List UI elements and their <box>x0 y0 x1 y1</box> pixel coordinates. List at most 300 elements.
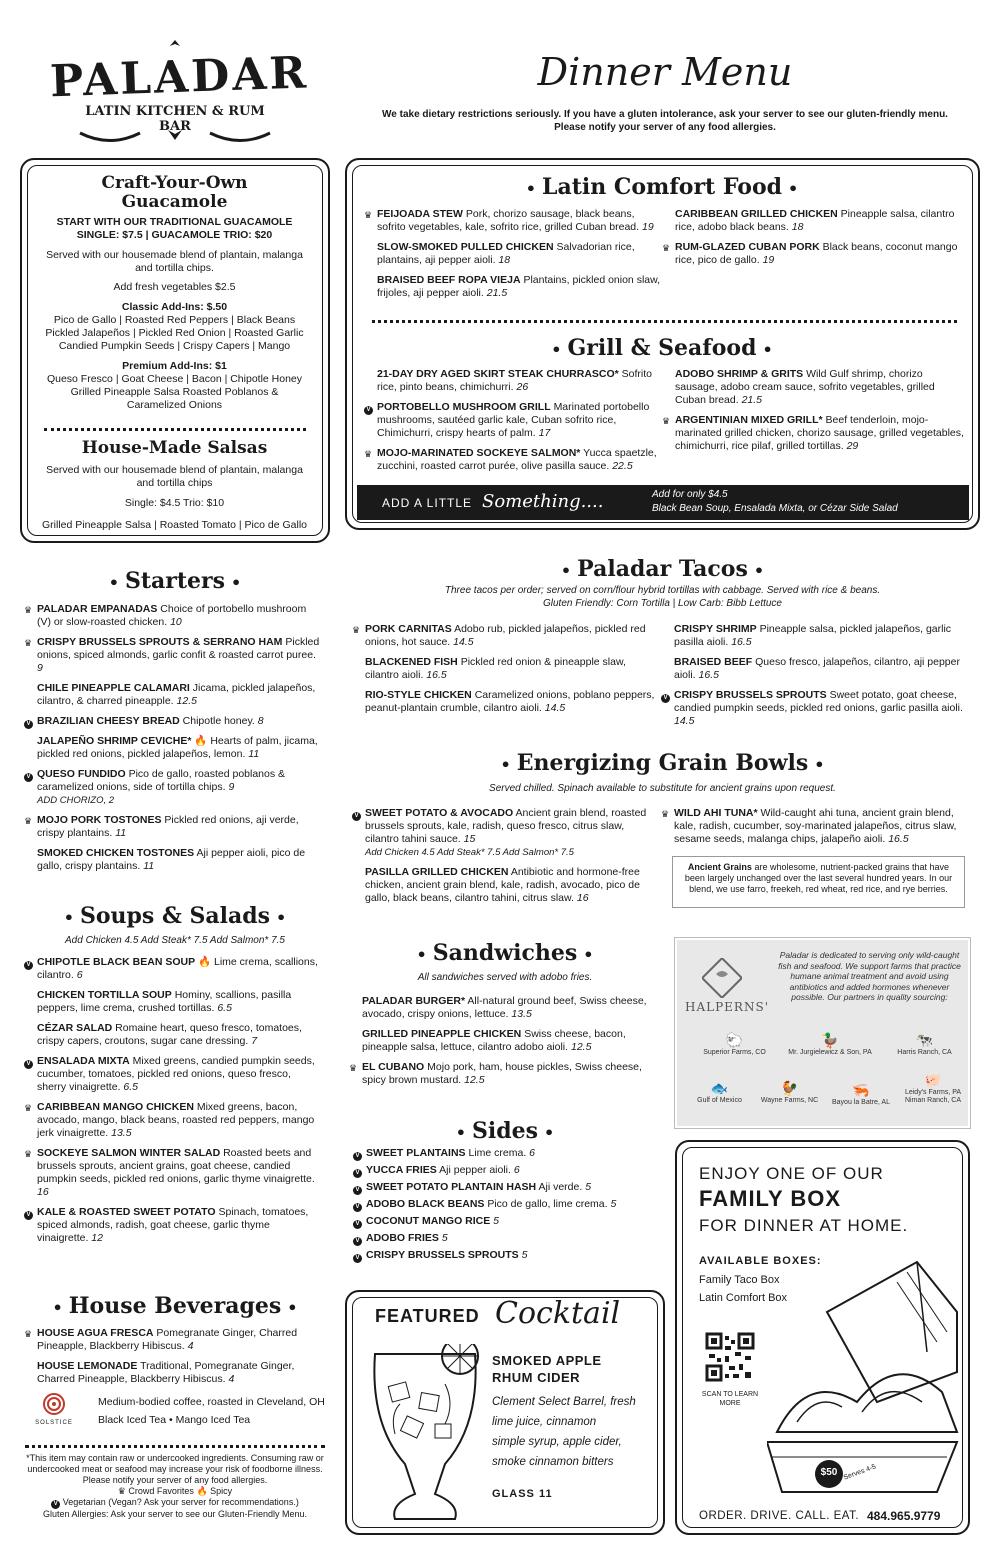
crown-icon: ♛ <box>24 1103 33 1113</box>
farm-6: 🦐 Bayou la Batre, AL <box>825 1082 897 1106</box>
grains-text: are wholesome, nutrient-packed grains that have been largely unchanged over the last several hundred years. In our blend, we use farro, freekeh, red wheat, red rice, and rye berries. <box>684 862 953 894</box>
menu-item <box>26 715 322 728</box>
item-price: 15 <box>463 833 476 845</box>
sides-list <box>355 1147 661 1266</box>
item-name: 21-DAY DRY AGED SKIRT STEAK CHURRASCO* <box>377 368 619 380</box>
family-line3: FOR DINNER AT HOME. <box>699 1216 909 1235</box>
footnote <box>20 1453 330 1520</box>
guac-title-1: Craft-Your-Own <box>101 173 248 193</box>
item-price: 11 <box>248 748 260 760</box>
guac-price: SINGLE: $7.5 | GUACAMOLE TRIO: $20 <box>76 229 273 241</box>
halperns-box <box>675 938 970 1128</box>
grains-bold: Ancient Grains <box>687 862 752 872</box>
salsas-price: Single: $4.5 Trio: $10 <box>124 497 225 509</box>
menu-item <box>37 1022 322 1048</box>
item-desc: Pomegranate Ginger, Charred Pineapple, Blackberry Hibiscus. <box>37 1327 298 1352</box>
tacos-sub2: Gluten Friendly: Corn Tortilla | Low Carb: Bibb Lettuce <box>542 598 782 609</box>
farm-1: 🐑 Superior Farms, CO <box>687 1032 782 1056</box>
item-price: 14.5 <box>674 715 695 727</box>
farm-5: 🐓 Wayne Farms, NC <box>752 1080 827 1104</box>
available-heading: AVAILABLE BOXES: <box>699 1255 822 1267</box>
grill-title: • Grill & Seafood • <box>551 335 773 361</box>
item-name: GRILLED PINEAPPLE CHICKEN <box>362 1028 522 1040</box>
duck-icon: 🦆 <box>821 1032 839 1048</box>
item-name: BLACKENED FISH <box>365 656 458 668</box>
crown-icon: ♛ <box>24 1329 33 1339</box>
taco-box-illustration <box>767 1252 962 1502</box>
item-name: QUESO FUNDIDO <box>37 768 126 780</box>
menu-item <box>674 623 969 649</box>
item-name: CARIBBEAN MANGO CHICKEN <box>37 1101 194 1113</box>
item-name: SWEET POTATO PLANTAIN HASH <box>366 1181 537 1193</box>
item-desc: Swiss cheese, bacon, pineapple salsa, lettuce, cilantro adobo aioli. <box>362 1028 626 1053</box>
menu-item <box>354 807 655 859</box>
solstice-logo <box>24 1393 84 1435</box>
item-name: PALADAR BURGER* <box>362 995 466 1007</box>
footnote-gluten: Gluten Allergies: Ask your server to see our Gluten-Friendly Menu. <box>42 1509 308 1519</box>
cocktail-name: SMOKED APPLE RHUM CIDER <box>492 1353 602 1385</box>
menu-item <box>377 368 662 394</box>
crown-icon: ♛ <box>662 243 671 253</box>
item-name: PASILLA GRILLED CHICKEN <box>365 866 509 878</box>
tacos-left-col <box>352 623 655 722</box>
classic-heading: Classic Add-Ins: $.50 <box>121 301 228 313</box>
crown-icon: ♛ <box>24 816 33 826</box>
item-name: SWEET POTATO & AVOCADO <box>365 807 514 819</box>
item-price: 6.5 <box>123 1081 138 1093</box>
farm-2: 🦆 Mr. Jurgielewicz & Son, PA <box>780 1032 880 1056</box>
farm-7: 🐖 Leidy's Farms, PA Niman Ranch, CA <box>897 1072 969 1105</box>
menu-item <box>355 1147 661 1160</box>
vegetarian-icon: V <box>51 1500 60 1509</box>
banner-script: Something.... <box>482 491 604 512</box>
sheep-icon: 🐑 <box>725 1032 744 1048</box>
bowls-sub: Served chilled. Spinach available to substitute for ancient grains upon request. <box>489 783 836 794</box>
item-desc: Beef tenderloin, mojo-marinated grilled chicken, chorizo sausage, grilled vegetables, chimichurri, rice pilaf, grilled tortillas. <box>675 414 964 452</box>
tacos-right-col <box>663 623 969 735</box>
item-desc: Traditional, Pomegranate Ginger, Charred Pineapple, Blackberry Hibiscus. <box>37 1360 295 1385</box>
item-desc: Yucca spaetzle, zucchini, roasted carrot purée, olive pasilla sauce. <box>377 447 657 472</box>
vegetarian-icon: V <box>24 1060 33 1069</box>
item-name: BRAISED BEEF ROPA VIEJA <box>377 274 521 286</box>
cocktail-featured: FEATURED <box>375 1306 480 1326</box>
premium-heading: Premium Add-Ins: $1 <box>122 360 227 372</box>
ancient-grains-box <box>672 856 965 908</box>
item-price: 14.5 <box>453 636 474 648</box>
crown-icon: ♛ <box>661 809 670 819</box>
item-price: 9 <box>37 662 43 674</box>
item-extra: Add Chicken 4.5 Add Steak* 7.5 Add Salmon* 7.5 <box>365 847 574 858</box>
logo <box>40 38 310 148</box>
item-desc: Plantains, pickled onion slaw, frijoles, aji pepper aioli. <box>377 274 661 299</box>
item-name: CRISPY BRUSSELS SPROUTS <box>674 689 827 701</box>
item-name: FEIJOADA STEW <box>377 208 463 220</box>
divider <box>44 428 306 431</box>
item-desc: Lime crema. <box>468 1147 527 1159</box>
menu-item <box>37 989 322 1015</box>
item-price: 5 <box>493 1215 500 1227</box>
item-desc: Mixed greens, candied pumpkin seeds, cucumber, tomatoes, pickled red onions, queso fresco, sherry vinaigrette. <box>37 1055 315 1093</box>
item-desc: Black beans, coconut mango rice, pico de gallo. <box>675 241 958 266</box>
menu-item <box>355 1232 661 1245</box>
item-desc: Adobo rub, pickled jalapeños, pickled red onions, hot sauce. <box>365 623 646 648</box>
cocktail-box <box>345 1290 665 1535</box>
menu-item <box>37 682 322 708</box>
salsas-list: Grilled Pineapple Salsa | Roasted Tomato | Pico de Gallo <box>42 519 307 531</box>
item-price: 19 <box>641 221 654 233</box>
page-title: Dinner Menu <box>537 50 793 94</box>
premium-list: Queso Fresco | Goat Cheese | Bacon | Chipotle Honey Grilled Pineapple Salsa Roasted Poblanos & Caramelized Onions <box>46 373 303 411</box>
item-price: 16.5 <box>888 833 909 845</box>
starters-list <box>24 603 322 880</box>
item-price: 22.5 <box>612 460 633 472</box>
menu-item <box>26 768 322 807</box>
salsas-served: Served with our housemade blend of plantain, malanga and tortilla chips <box>46 464 303 489</box>
item-name: CHIPOTLE BLACK BEAN SOUP <box>37 956 196 968</box>
tea-text: Black Iced Tea • Mango Iced Tea <box>98 1414 251 1426</box>
vegetarian-icon: V <box>353 1186 362 1195</box>
vegetarian-icon: V <box>24 773 33 782</box>
order-text: ORDER. DRIVE. CALL. EAT. <box>699 1510 860 1522</box>
item-name: PORTOBELLO MUSHROOM GRILL <box>377 401 551 413</box>
menu-item <box>352 623 655 649</box>
item-name: ARGENTINIAN MIXED GRILL* <box>675 414 823 426</box>
item-desc: Mixed greens, bacon, avocado, mango, black beans, roasted red peppers, mango jerk vinaigrette. <box>37 1101 315 1139</box>
item-price: 17 <box>538 427 551 439</box>
item-price: 6 <box>529 1147 536 1159</box>
crown-icon: ♛ <box>349 1063 358 1073</box>
beverages-list <box>24 1327 322 1393</box>
guac-add-veg: Add fresh vegetables $2.5 <box>113 281 236 293</box>
menu-item <box>674 656 969 682</box>
latin-left-col <box>364 208 662 307</box>
box-2: Latin Comfort Box <box>699 1292 788 1304</box>
crown-icon: ♛ <box>364 449 373 459</box>
item-desc: Sofrito rice, pinto beans, chimichurri. <box>377 368 653 393</box>
soups-title: • Soups & Salads • <box>63 903 287 929</box>
crown-icon: ♛ <box>117 1486 126 1496</box>
item-desc: 🔥 Lime crema, scallions, cilantro. <box>37 956 318 981</box>
item-desc: 🔥 Hearts of palm, jicama, pickled red onions, pickled jalapeños, lemon. <box>37 735 318 760</box>
farm-3: 🐄 Harris Ranch, CA <box>882 1032 967 1056</box>
vegetarian-icon: V <box>364 406 373 415</box>
item-price: 14.5 <box>544 702 566 714</box>
item-price: 6 <box>76 969 83 981</box>
item-name: ADOBO BLACK BEANS <box>366 1198 485 1210</box>
item-price: 16 <box>37 1186 49 1198</box>
salsas-title: House-Made Salsas <box>81 438 268 458</box>
item-price: 16.5 <box>698 669 719 681</box>
menu-item <box>24 814 322 840</box>
item-name: PALADAR EMPANADAS <box>37 603 158 615</box>
item-name: SOCKEYE SALMON WINTER SALAD <box>37 1147 221 1159</box>
item-price: 11 <box>115 827 127 839</box>
item-price: 8 <box>257 715 264 727</box>
sandwiches-sub: All sandwiches served with adobo fries. <box>417 972 593 983</box>
vegetarian-icon: V <box>353 1237 362 1246</box>
item-price: 6.5 <box>217 1002 232 1014</box>
grill-right-col <box>662 368 965 460</box>
item-price: 12.5 <box>464 1074 485 1086</box>
divider <box>25 1445 325 1448</box>
item-desc: Jicama, pickled jalapeños, cilantro, & charred pineapple. <box>37 682 316 707</box>
item-name: BRAISED BEEF <box>674 656 753 668</box>
latin-title: • Latin Comfort Food • <box>525 174 799 200</box>
item-desc: Aji pepper aioli, pico de gallo, crispy plantains. <box>37 847 306 872</box>
add-something-banner <box>357 485 969 520</box>
menu-item <box>26 1206 322 1245</box>
item-desc: Aji pepper aioli. <box>439 1164 511 1176</box>
starters-title: • Starters • <box>108 568 242 594</box>
menu-item <box>662 241 965 267</box>
box-1: Family Taco Box <box>699 1274 780 1286</box>
item-name: JALAPEÑO SHRIMP CEVICHE* <box>37 735 192 747</box>
item-name: CHICKEN TORTILLA SOUP <box>37 989 172 1001</box>
item-name: MOJO-MARINATED SOCKEYE SALMON* <box>377 447 581 459</box>
item-price: 21.5 <box>486 287 508 299</box>
menu-item <box>365 656 655 682</box>
menu-item <box>663 689 969 728</box>
soups-addons: Add Chicken 4.5 Add Steak* 7.5 Add Salmon* 7.5 <box>65 935 285 946</box>
menu-item <box>675 208 965 234</box>
menu-item <box>365 866 655 905</box>
menu-item <box>26 1055 322 1094</box>
item-desc: Hominy, scallions, pasilla peppers, lime crema, crushed tortillas. <box>37 989 292 1014</box>
dietary-notice-line1: We take dietary restrictions seriously. If you have a gluten intolerance, ask your server to see our gluten-friendly menu. <box>382 109 948 120</box>
menu-item <box>355 1249 661 1262</box>
grill-left-col <box>364 368 662 480</box>
menu-item <box>362 995 657 1021</box>
item-price: 5 <box>441 1232 448 1244</box>
guac-start: START WITH OUR TRADITIONAL GUACAMOLE <box>56 216 293 228</box>
item-desc: Wild Gulf shrimp, chorizo sausage, adobo cream sauce, sofrito vegetables, grilled Cuban bread. <box>675 368 935 406</box>
item-price: 16.5 <box>731 636 752 648</box>
scan-text: SCAN TO LEARN MORE <box>701 1391 759 1407</box>
item-name: PORK CARNITAS <box>365 623 452 635</box>
item-name: BRAZILIAN CHEESY BREAD <box>37 715 180 727</box>
menu-item <box>24 636 322 675</box>
fish-icon: 🐟 <box>710 1080 729 1096</box>
item-name: ADOBO FRIES <box>366 1232 439 1244</box>
solstice-text: SOLSTICE <box>35 1420 73 1426</box>
item-name: RIO-STYLE CHICKEN <box>365 689 472 701</box>
menu-item <box>26 956 322 982</box>
halperns-emblem-icon <box>702 958 742 998</box>
sandwiches-list <box>349 995 657 1094</box>
entrees-box <box>345 158 980 530</box>
item-desc: Pineapple salsa, pickled jalapeños, garlic pasilla aioli. <box>674 623 952 648</box>
guacamole-box <box>20 158 330 543</box>
banner-options: Black Bean Soup, Ensalada Mixta, or Cézar Side Salad <box>652 503 898 514</box>
menu-item <box>37 735 322 761</box>
menu-item <box>355 1164 661 1177</box>
item-price: 5 <box>521 1249 528 1261</box>
menu-item <box>24 1147 322 1199</box>
shrimp-icon: 🦐 <box>852 1082 870 1098</box>
item-desc: Sweet potato, goat cheese, candied pumpkin seeds, pickled red onions, garlic pasilla aioli. <box>674 689 963 714</box>
crown-icon: ♛ <box>364 210 373 220</box>
item-name: CRISPY SHRIMP <box>674 623 757 635</box>
item-price: 12.5 <box>176 695 197 707</box>
family-box <box>675 1140 970 1535</box>
footnote-raw: *This item may contain raw or undercooked ingredients. Consuming raw or undercooked meat or seafood may increase your risk of foodborne illness. Please notify your server of any food allergies. <box>26 1453 324 1485</box>
spiral-icon <box>43 1393 65 1415</box>
cow-icon: 🐄 <box>915 1032 934 1048</box>
dietary-notice <box>355 108 975 134</box>
item-price: 7 <box>251 1035 258 1047</box>
item-desc: Pico de gallo, roasted poblanos & caramelized onions, side of tortilla chips. <box>37 768 286 793</box>
tacos-sub1: Three tacos per order; served on corn/flour hybrid tortillas with cabbage. Served with rice & beans. <box>444 585 881 596</box>
item-price: 16 <box>576 892 589 904</box>
menu-item <box>365 689 655 715</box>
item-extra: ADD CHORIZO, 2 <box>37 795 115 806</box>
item-price: 19 <box>762 254 775 266</box>
crown-icon: ♛ <box>24 605 33 615</box>
item-desc: Pork, chorizo sausage, black beans, sofrito vegetables, kale, sofrito rice, grilled Cuban bread. <box>377 208 640 233</box>
item-name: CÉZAR SALAD <box>37 1022 113 1034</box>
phone-number[interactable]: 484.965.9779 <box>867 1509 941 1523</box>
item-price: 4 <box>228 1373 235 1385</box>
menu-item <box>37 1360 322 1386</box>
menu-item <box>366 401 662 440</box>
item-desc: Pickled red onion & pineapple slaw, cilantro aioli. <box>365 656 626 681</box>
crown-icon: ♛ <box>352 625 361 635</box>
family-line1: ENJOY ONE OF OUR <box>699 1164 884 1183</box>
item-price: 10 <box>170 616 182 628</box>
vegetarian-icon: V <box>24 1211 33 1220</box>
cocktail-glass-icon <box>365 1344 485 1529</box>
menu-item <box>355 1198 661 1211</box>
vegetarian-icon: V <box>661 694 670 703</box>
item-desc: Caramelized onions, poblano peppers, peanut-plantain crumble, cilantro aioli. <box>365 689 655 714</box>
menu-item <box>349 1061 657 1087</box>
cocktail-desc: Clement Select Barrel, fresh lime juice, cinnamon simple syrup, apple cider, smoke cinnamon bitters <box>492 1396 636 1468</box>
item-price: 6 <box>513 1164 520 1176</box>
item-price: 29 <box>846 440 859 452</box>
item-name: WILD AHI TUNA* <box>674 807 758 819</box>
item-price: 12 <box>91 1232 103 1244</box>
menu-item <box>362 1028 657 1054</box>
coffee-text: Medium-bodied coffee, roasted in Cleveland, OH <box>98 1396 325 1408</box>
vegetarian-icon: V <box>352 812 361 821</box>
flame-icon: 🔥 <box>196 1486 208 1496</box>
item-desc: Romaine heart, queso fresco, tomatoes, crispy capers, croutons, sugar cane dressing. <box>37 1022 302 1047</box>
guac-title-2: Guacamole <box>121 192 228 212</box>
item-price: 5 <box>585 1181 592 1193</box>
item-price: 21.5 <box>741 394 762 406</box>
family-price: $50 <box>820 1467 838 1478</box>
item-desc: Ancient grain blend, roasted brussels sprouts, kale, radish, queso fresco, citrus slaw, cilantro tahini sauce. <box>365 807 647 845</box>
footnote-legend: ♛ Crowd Favorites 🔥 Spicy <box>117 1486 233 1496</box>
banner-add: ADD A LITTLE <box>382 496 473 510</box>
classic-list: Pico de Gallo | Roasted Red Peppers | Black Beans Pickled Jalapeños | Pickled Red Onion | Roasted Garlic Candied Pumpkin Seeds | Crispy Capers | Mango <box>45 314 304 352</box>
item-name: CHILE PINEAPPLE CALAMARI <box>37 682 190 694</box>
sides-title: • Sides • <box>455 1118 555 1144</box>
crown-icon: ♛ <box>662 416 671 426</box>
tacos-title: • Paladar Tacos • <box>560 556 765 582</box>
logo-name: PALADAR <box>49 47 310 108</box>
item-name: ENSALADA MIXTA <box>37 1055 130 1067</box>
item-desc: Salvadorian rice, plantains, aji pepper aioli. <box>377 241 635 266</box>
item-name: HOUSE LEMONADE <box>37 1360 138 1372</box>
item-price: 26 <box>516 381 529 393</box>
item-name: YUCCA FRIES <box>366 1164 437 1176</box>
sandwiches-title: • Sandwiches • <box>416 940 594 966</box>
item-price: 12.5 <box>570 1041 592 1053</box>
item-price: 13.5 <box>511 1008 532 1020</box>
halperns-brand: HALPERNS' <box>685 1000 769 1014</box>
bowls-title: • Energizing Grain Bowls • <box>500 750 825 776</box>
item-desc: Choice of portobello mushroom (V) or slow-roasted chicken. <box>37 603 307 628</box>
menu-item <box>675 368 965 407</box>
family-serves: Serves 4-5 <box>842 1463 878 1482</box>
menu-item <box>364 447 662 473</box>
item-price: 18 <box>498 254 511 266</box>
beverages-title: • House Beverages • <box>52 1293 298 1319</box>
item-desc: Pickled onions, spiced almonds, garlic confit & roasted carrot puree. <box>37 636 320 661</box>
vegetarian-icon: V <box>353 1220 362 1229</box>
item-price: 11 <box>143 860 155 872</box>
item-name: CARIBBEAN GRILLED CHICKEN <box>675 208 838 220</box>
vegetarian-icon: V <box>24 961 33 970</box>
banner-price: Add for only $4.5 <box>652 489 728 500</box>
item-name: MOJO PORK TOSTONES <box>37 814 162 826</box>
item-desc: Chipotle honey. <box>182 715 255 727</box>
item-name: CRISPY BRUSSELS SPROUTS & SERRANO HAM <box>37 636 283 648</box>
logo-subtitle: LATIN KITCHEN & RUM BAR <box>85 104 265 134</box>
vegetarian-icon: V <box>353 1152 362 1161</box>
menu-item <box>24 603 322 629</box>
footnote-veg: V Vegetarian (Vegan? Ask your server for recommendations.) <box>20 1497 330 1509</box>
item-name: COCONUT MANGO RICE <box>366 1215 491 1227</box>
item-price: 16.5 <box>426 669 447 681</box>
item-desc: Pineapple salsa, cilantro rice, adobo black beans. <box>675 208 955 233</box>
item-name: HOUSE AGUA FRESCA <box>37 1327 154 1339</box>
menu-item <box>37 847 322 873</box>
item-name: SWEET PLANTAINS <box>366 1147 466 1159</box>
divider <box>372 320 957 323</box>
guac-served: Served with our housemade blend of plantain, malanga and tortilla chips. <box>46 249 303 274</box>
item-desc: Pickled red onions, aji verde, crispy plantains. <box>37 814 299 839</box>
dietary-notice-line2: Please notify your server of any food allergies. <box>554 122 776 133</box>
item-price: 9 <box>228 781 235 793</box>
qr-code-icon[interactable] <box>705 1332 755 1382</box>
bowls-right-col <box>661 807 969 853</box>
latin-right-col <box>662 208 965 274</box>
soups-list <box>24 956 322 1252</box>
item-desc: Spinach, tomatoes, spiced almonds, radish, goat cheese, garlic thyme vinaigrette. <box>37 1206 309 1244</box>
cocktail-price: GLASS 11 <box>492 1488 553 1500</box>
menu-item <box>364 208 662 234</box>
menu-item <box>24 1327 322 1353</box>
item-name: KALE & ROASTED SWEET POTATO <box>37 1206 216 1218</box>
item-desc: Mojo pork, ham, house pickles, Swiss cheese, spicy brown mustard. <box>362 1061 642 1086</box>
item-desc: All-natural ground beef, Swiss cheese, avocado, crispy onions, lettuce. <box>362 995 647 1020</box>
menu-item <box>662 414 965 453</box>
chicken-icon: 🐓 <box>780 1080 799 1096</box>
menu-item <box>661 807 969 846</box>
family-line2: FAMILY BOX <box>699 1186 842 1211</box>
cocktail-script: Cocktail <box>495 1296 621 1331</box>
farm-4: 🐟 Gulf of Mexico <box>682 1080 757 1104</box>
item-name: SLOW-SMOKED PULLED CHICKEN <box>377 241 554 253</box>
item-name: SMOKED CHICKEN TOSTONES <box>37 847 195 859</box>
item-price: 18 <box>791 221 804 233</box>
item-price: 4 <box>187 1340 194 1352</box>
item-desc: Aji verde. <box>538 1181 583 1193</box>
item-desc: Marinated portobello mushrooms, sautéed garlic kale, Cuban sofrito rice, Chimichurri, crispy hearts of palm. <box>377 401 650 439</box>
halperns-text: Paladar is dedicated to serving only wild-caught fish and seafood. We support farms that practice humane animal treatment and avoid using antibiotics and added hormones whenever possible. Our partners in quality sourcing: <box>778 950 961 1002</box>
